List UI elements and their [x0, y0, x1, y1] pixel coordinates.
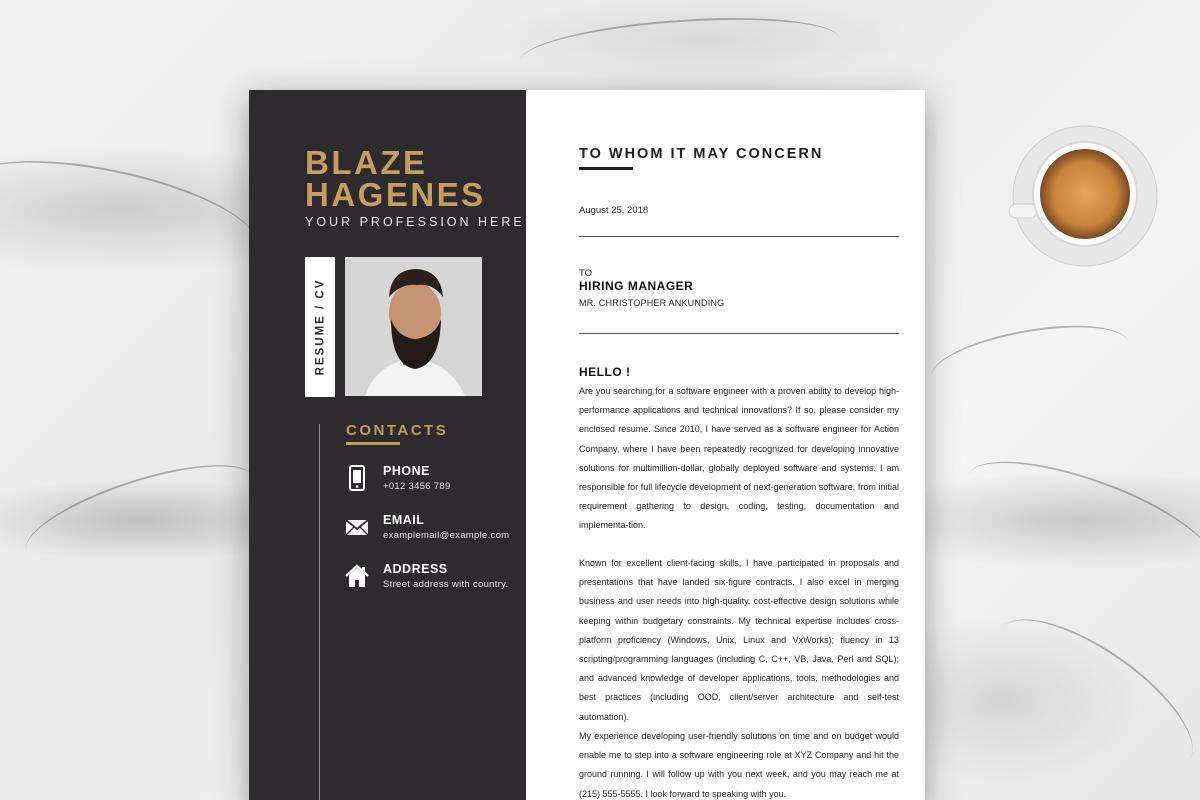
- envelope-icon: [345, 514, 369, 540]
- contact-label: EMAIL: [383, 513, 425, 527]
- contact-address: [345, 562, 515, 598]
- coffee-cup-image: [995, 118, 1170, 278]
- resume-cv-tag: [305, 257, 335, 397]
- divider: [579, 236, 899, 237]
- profession: YOUR PROFESSION HERE: [305, 215, 525, 229]
- contacts-title: CONTACTS: [346, 422, 449, 439]
- letter-body: [526, 90, 925, 800]
- letter-paragraph: Are you searching for a software engineer with a proven ability to develop high-performance applications and technical innovations? If so, please consider my enclosed resume. Since 2010, I have served as a software engineer for Action Company, where I have been repeatedly recognized for developing innovative solutions for multimillion-dollar, globally deployed software and systems. I am responsible for full lifecycle development of next-generation software, from initial requirement gathering to design, coding, testing, documentation and implementa-tion.: [579, 386, 899, 531]
- marble-vein: [518, 9, 841, 91]
- recipient-name: MR. CHRISTOPHER ANKUNDING: [579, 298, 725, 308]
- marble-vein: [975, 592, 1200, 798]
- contact-phone: [345, 464, 515, 500]
- marble-vein: [15, 445, 265, 586]
- marble-vein: [926, 313, 1133, 407]
- resume-paper: [249, 90, 925, 800]
- letter-paragraph: Known for excellent client-facing skills, I have participated in proposals and presentations that have landed six-figure contracts. I also excel in merging business and user needs into high-quality, cost-effective design solutions while keeping within budgetary constraints. My technical expertise includes cross-platform proficiency (Windows, Unix, Linux and VxWorks); fluency in 13 scripting/programming languages (including C, C++, VB, Java, Perl and SQL); and advanced knowledge of developer applications, tools, methodologies and best practices (including OOD, client/server architecture and self-test automation).: [579, 558, 899, 722]
- contacts-underline: [346, 442, 400, 445]
- contact-value: examplemail@example.com: [383, 530, 510, 541]
- to-label: TO: [579, 268, 593, 279]
- marble-vein: [954, 438, 1200, 602]
- contact-value: +012 3456 789: [383, 481, 451, 492]
- marble-vein: [0, 140, 266, 290]
- contact-email: [345, 513, 515, 549]
- sidebar-timeline-line: [319, 424, 320, 800]
- letter-paragraph: My experience developing user-friendly solutions on time and on budget would enable me to step into a software engineering role at XYZ Company and hit the ground running. I will follow up with you next week, and you may reach me at (215) 555-5555. I look forward to speaking with you.: [579, 731, 899, 799]
- heading-underline: [579, 167, 633, 170]
- greeting: HELLO !: [579, 365, 631, 379]
- resume-cv-label: RESUME / CV: [314, 278, 327, 376]
- sidebar: [249, 90, 526, 800]
- profile-photo: [345, 257, 482, 396]
- divider: [579, 333, 899, 334]
- home-icon: [345, 563, 369, 589]
- contact-label: ADDRESS: [383, 562, 448, 576]
- letter-heading: TO WHOM IT MAY CONCERN: [579, 146, 824, 162]
- contact-value: Street address with country.: [383, 579, 509, 590]
- recipient-title: HIRING MANAGER: [579, 279, 694, 293]
- first-name: BLAZE: [305, 144, 428, 181]
- phone-icon: [345, 465, 369, 491]
- contact-label: PHONE: [383, 464, 430, 478]
- letter-date: August 25, 2018: [579, 205, 649, 216]
- last-name: HAGENES: [305, 176, 486, 213]
